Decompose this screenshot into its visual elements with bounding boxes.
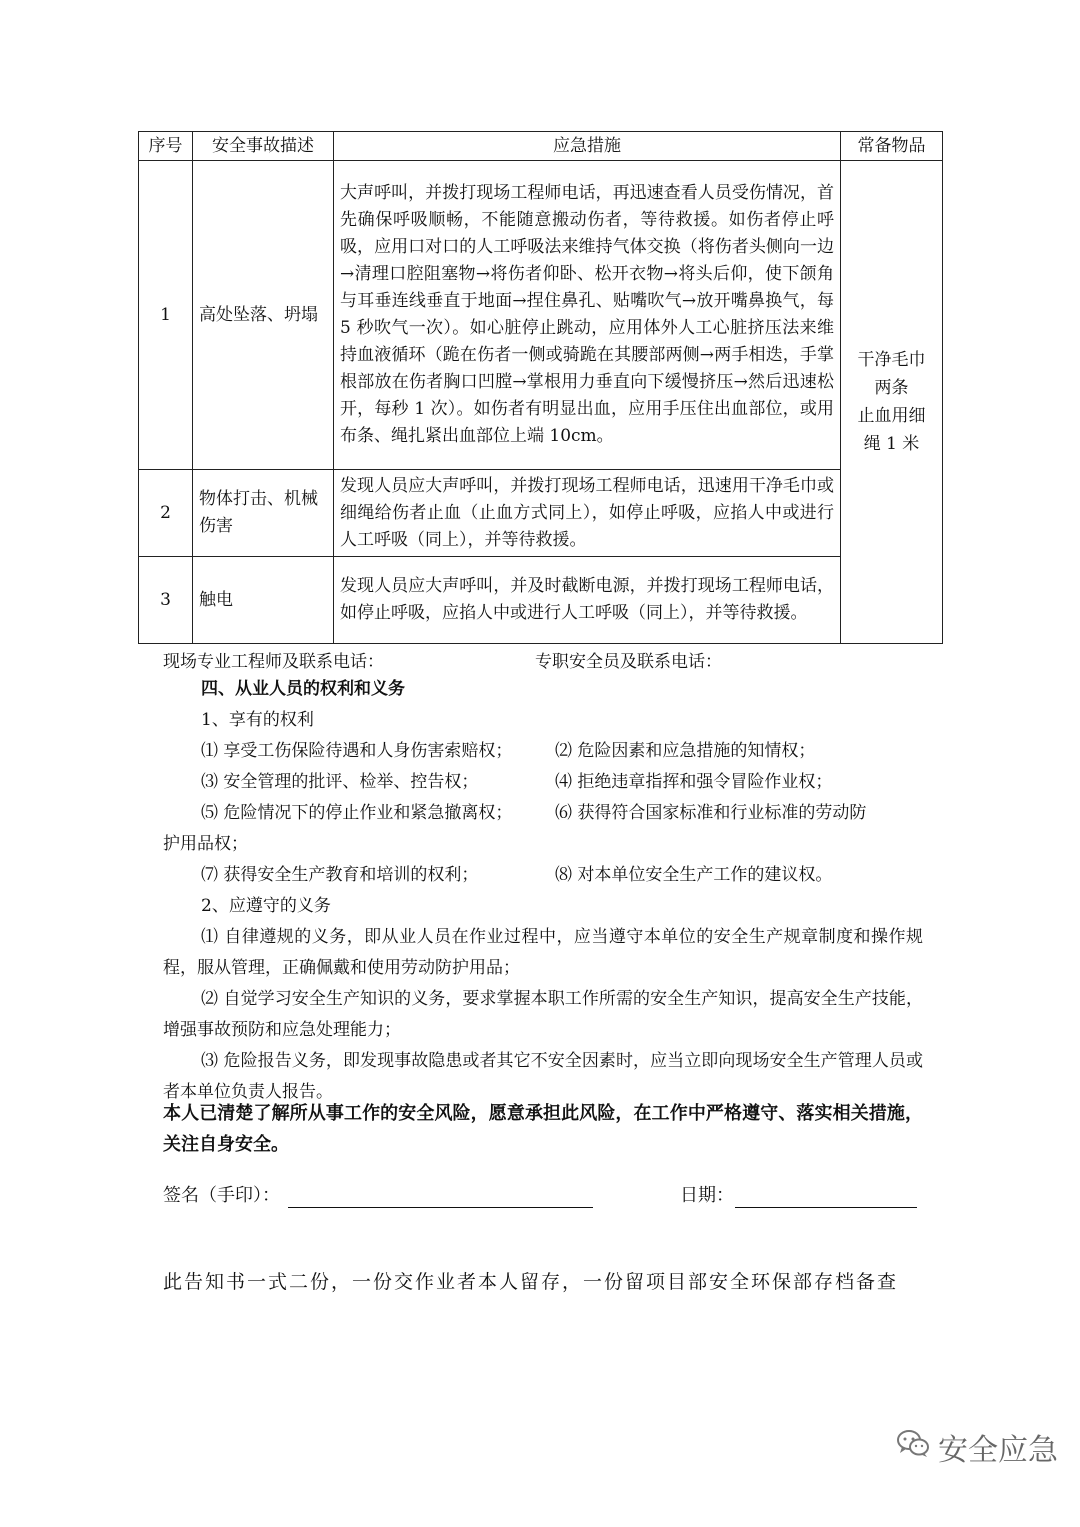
rights-row (163, 736, 923, 767)
rights-duties-section (163, 674, 923, 1108)
duty-item: ⑴ 自律遵规的义务，即从业人员在作业过程中，应当遵守本单位的安全生产规章制度和操作规程，服从管理，正确佩戴和使用劳动防护用品； (163, 927, 923, 978)
duty-item: ⑶ 危险报告义务，即发现事故隐患或者其它不安全因素时，应当立即向现场安全生产管理人员或者本单位负责人报告。 (163, 1051, 923, 1102)
supplies-line: 干净毛巾 (857, 350, 926, 370)
safety-officer-contact-label: 专职安全员及联系电话： (535, 652, 722, 672)
rights-row (163, 798, 923, 829)
duties-title: 2、应遵守的义务 (201, 896, 331, 916)
row-seq: 1 (139, 161, 193, 470)
right-item: ⑷ 拒绝违章指挥和强令冒险作业权； (555, 772, 833, 792)
date-line[interactable] (735, 1207, 917, 1208)
right-item: ⑺ 获得安全生产教育和培训的权利； (201, 865, 479, 885)
right-item-continued: 护用品权； (163, 834, 248, 854)
supplies-line: 绳 1 米 (863, 434, 920, 454)
rights-title: 1、享有的权利 (201, 710, 314, 730)
row-accident-desc: 高处坠落、坍塌 (193, 161, 334, 470)
section-title: 四、从业人员的权利和义务 (201, 679, 405, 699)
supplies-line: 两条 (874, 378, 909, 398)
table-row (139, 557, 943, 644)
emergency-measures-table (138, 131, 943, 644)
rights-row (163, 860, 923, 891)
row-seq: 2 (139, 470, 193, 557)
signature-line[interactable] (288, 1207, 593, 1208)
supplies-cell (841, 161, 943, 644)
right-item: ⑶ 安全管理的批评、检举、控告权； (201, 772, 479, 792)
header-supplies: 常备物品 (841, 132, 943, 161)
table-header-row (139, 132, 943, 161)
signature-label: 签名（手印）： (163, 1185, 280, 1206)
date-label: 日期： (680, 1185, 734, 1206)
supplies-line: 止血用细 (857, 406, 926, 426)
row-seq: 3 (139, 557, 193, 644)
row-measures: 大声呼叫，并拨打现场工程师电话，再迅速查看人员受伤情况，首先确保呼吸顺畅，不能随意搬动伤者，等待救援。如伤者停止呼吸，应用口对口的人工呼吸法来维持气体交换（将伤者头侧向一边→清理口腔阻塞物→将伤者仰卧、松开衣物→将头后仰，使下颌角与耳垂连线垂直于地面→捏住鼻孔、贴嘴吹气→放开嘴鼻换气，每 5 秒吹气一次）。如心脏停止跳动，应用体外人工心脏挤压法来维持血液循环（跪在伤者一侧或骑跪在其腰部两侧→两手相迭，手掌根部放在伤者胸口凹膛→掌根用力垂直向下缓慢挤压→然后迅速松开，每秒 1 次）。如伤者有明显出血，应用手压住出血部位，或用布条、绳扎紧出血部位上端 10cm。 (334, 161, 841, 470)
copies-footnote: 此告知书一式二份，一份交作业者本人留存，一份留项目部安全环保部存档备查 (163, 1271, 899, 1293)
row-measures: 发现人员应大声呼叫，并及时截断电源，并拨打现场工程师电话，如停止呼吸，应掐人中或进行人工呼吸（同上），并等待救援。 (334, 557, 841, 644)
right-item: ⑻ 对本单位安全生产工作的建议权。 (555, 865, 833, 885)
header-measures: 应急措施 (334, 132, 841, 161)
engineer-contact-label: 现场专业工程师及联系电话： (163, 652, 384, 672)
right-item: ⑹ 获得符合国家标准和行业标准的劳动防 (555, 803, 867, 823)
header-accident-desc: 安全事故描述 (193, 132, 334, 161)
duty-item: ⑵ 自觉学习安全生产知识的义务，要求掌握本职工作所需的安全生产知识，提高安全生产技能，增强事故预防和应急处理能力； (163, 989, 923, 1040)
row-accident-desc: 触电 (193, 557, 334, 644)
table-row (139, 470, 943, 557)
watermark-text: 安全应急 (938, 1433, 1058, 1468)
header-seq: 序号 (139, 132, 193, 161)
acknowledgement-statement: 本人已清楚了解所从事工作的安全风险，愿意承担此风险，在工作中严格遵守、落实相关措施，关注自身安全。 (163, 1103, 923, 1155)
rights-row (163, 767, 923, 798)
table-row (139, 161, 943, 470)
wechat-icon (896, 1428, 930, 1466)
watermark (896, 1425, 1058, 1469)
right-item: ⑸ 危险情况下的停止作业和紧急撤离权； (201, 803, 513, 823)
right-item: ⑴ 享受工伤保险待遇和人身伤害索赔权； (201, 741, 513, 761)
row-accident-desc: 物体打击、机械伤害 (193, 470, 334, 557)
row-measures: 发现人员应大声呼叫，并拨打现场工程师电话，迅速用干净毛巾或细绳给伤者止血（止血方式同上），如停止呼吸，应掐人中或进行人工呼吸（同上），并等待救援。 (334, 470, 841, 557)
right-item: ⑵ 危险因素和应急措施的知情权； (555, 741, 816, 761)
